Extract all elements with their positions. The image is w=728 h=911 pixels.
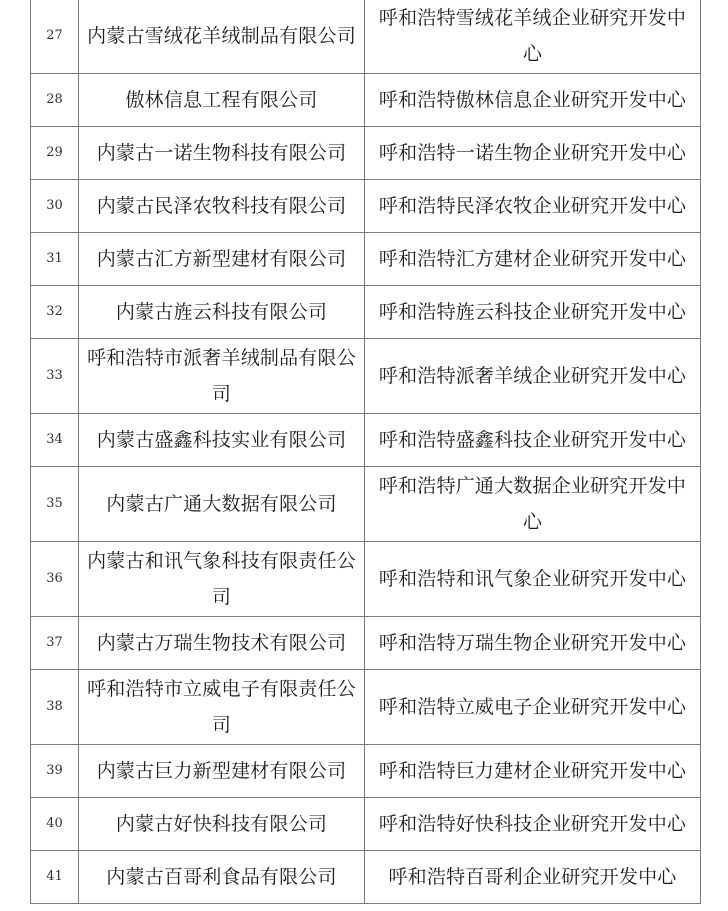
table-row	[31, 617, 701, 670]
row-number: 30	[31, 180, 79, 233]
table-row	[31, 127, 701, 180]
rd-center-name: 呼和浩特傲林信息企业研究开发中心	[365, 74, 701, 127]
row-number: 40	[31, 798, 79, 851]
rd-center-name: 呼和浩特盛鑫科技企业研究开发中心	[365, 414, 701, 467]
row-number: 35	[31, 467, 79, 542]
rd-center-name: 呼和浩特派奢羊绒企业研究开发中心	[365, 339, 701, 414]
company-name: 呼和浩特市立威电子有限责任公司	[79, 670, 365, 745]
company-name: 内蒙古旌云科技有限公司	[79, 286, 365, 339]
company-name: 内蒙古百哥利食品有限公司	[79, 851, 365, 904]
company-name: 内蒙古好快科技有限公司	[79, 798, 365, 851]
row-number: 39	[31, 745, 79, 798]
table-row	[31, 233, 701, 286]
table-row	[31, 670, 701, 745]
row-number: 38	[31, 670, 79, 745]
company-name: 呼和浩特市派奢羊绒制品有限公司	[79, 339, 365, 414]
rd-center-name: 呼和浩特民泽农牧企业研究开发中心	[365, 180, 701, 233]
row-number: 33	[31, 339, 79, 414]
table-row	[31, 180, 701, 233]
row-number: 41	[31, 851, 79, 904]
table-row	[31, 542, 701, 617]
rd-center-name: 呼和浩特好快科技企业研究开发中心	[365, 798, 701, 851]
table-row	[31, 414, 701, 467]
enterprise-rd-center-table	[30, 0, 701, 904]
table-row	[31, 467, 701, 542]
table-row	[31, 0, 701, 74]
table-row	[31, 286, 701, 339]
rd-center-name: 呼和浩特万瑞生物企业研究开发中心	[365, 617, 701, 670]
table-row	[31, 339, 701, 414]
rd-center-name: 呼和浩特汇方建材企业研究开发中心	[365, 233, 701, 286]
company-name: 内蒙古民泽农牧科技有限公司	[79, 180, 365, 233]
company-name: 内蒙古广通大数据有限公司	[79, 467, 365, 542]
rd-center-name: 呼和浩特巨力建材企业研究开发中心	[365, 745, 701, 798]
company-name: 内蒙古雪绒花羊绒制品有限公司	[79, 0, 365, 74]
table-row	[31, 798, 701, 851]
row-number: 31	[31, 233, 79, 286]
table-row	[31, 851, 701, 904]
row-number: 29	[31, 127, 79, 180]
table-row	[31, 74, 701, 127]
row-number: 34	[31, 414, 79, 467]
company-name: 内蒙古万瑞生物技术有限公司	[79, 617, 365, 670]
company-name: 傲林信息工程有限公司	[79, 74, 365, 127]
row-number: 32	[31, 286, 79, 339]
row-number: 27	[31, 0, 79, 74]
rd-center-name: 呼和浩特雪绒花羊绒企业研究开发中心	[365, 0, 701, 74]
rd-center-name: 呼和浩特广通大数据企业研究开发中心	[365, 467, 701, 542]
company-name: 内蒙古盛鑫科技实业有限公司	[79, 414, 365, 467]
row-number: 36	[31, 542, 79, 617]
company-name: 内蒙古一诺生物科技有限公司	[79, 127, 365, 180]
rd-center-name: 呼和浩特旌云科技企业研究开发中心	[365, 286, 701, 339]
company-name: 内蒙古巨力新型建材有限公司	[79, 745, 365, 798]
row-number: 28	[31, 74, 79, 127]
company-name: 内蒙古汇方新型建材有限公司	[79, 233, 365, 286]
row-number: 37	[31, 617, 79, 670]
company-name: 内蒙古和讯气象科技有限责任公司	[79, 542, 365, 617]
table-row	[31, 745, 701, 798]
rd-center-name: 呼和浩特百哥利企业研究开发中心	[365, 851, 701, 904]
rd-center-name: 呼和浩特一诺生物企业研究开发中心	[365, 127, 701, 180]
rd-center-name: 呼和浩特立威电子企业研究开发中心	[365, 670, 701, 745]
rd-center-name: 呼和浩特和讯气象企业研究开发中心	[365, 542, 701, 617]
